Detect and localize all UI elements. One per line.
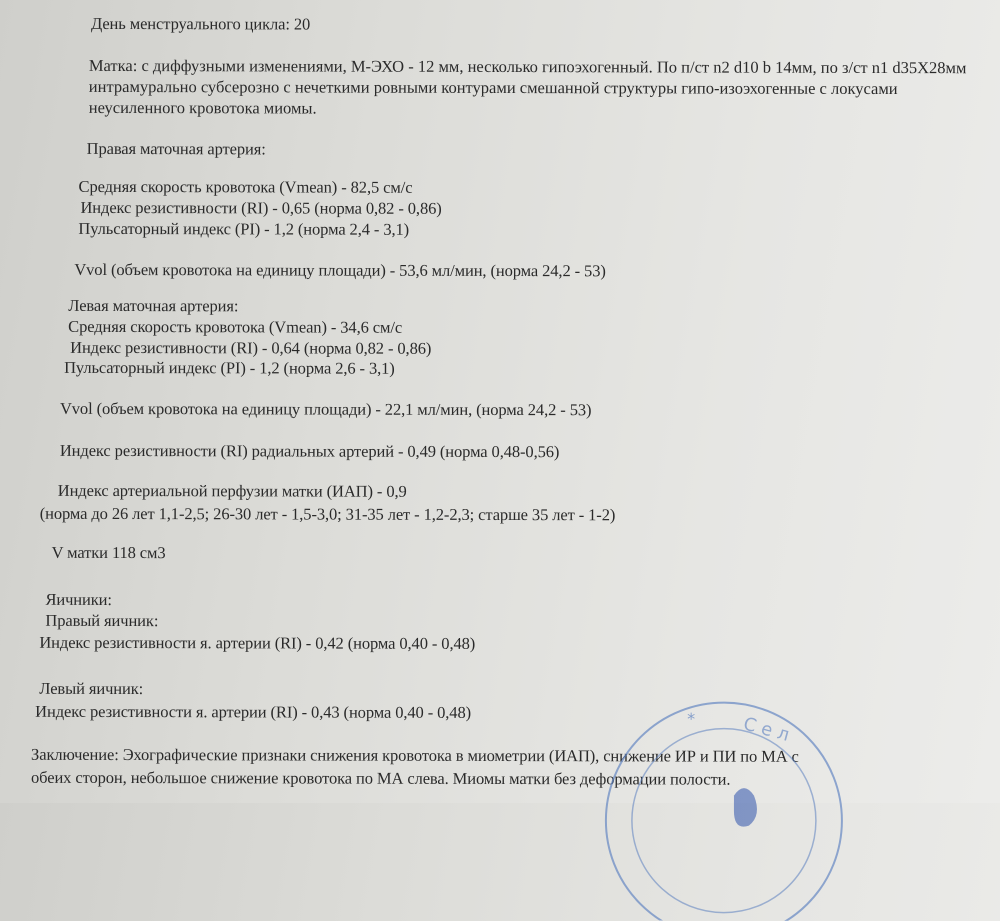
svg-text:С е л: С е л <box>741 713 792 746</box>
uterus-description: Матка: с диффузными изменениями, М-ЭХО - 12 мм, несколько гипоэхогенный. По п/ст n2 d10 b 14мм, по з/ст n1 d35X28мм интрамурально субсерозно с нечеткими ровными контурами смешанной структуры гипо-изоэхогенные с локусами неусиленного кровотока миомы. <box>88 55 967 118</box>
right-artery-vmean: Средняя скорость кровотока (Vmean) - 82,5 см/с <box>78 176 413 197</box>
left-artery-pi: Пульсаторный индекс (PI) - 1,2 (норма 2,6 - 3,1) <box>64 357 395 378</box>
iap-norm: (норма до 26 лет 1,1-2,5; 26-30 лет - 1,5-3,0; 31-35 лет - 1,2-2,3; старше 35 лет - 1-2) <box>39 503 616 525</box>
conclusion-line-1: Заключение: Эхографические признаки снижения кровотока в миометрии (ИАП), снижение ИР и ПИ по МА с <box>31 744 799 766</box>
ovaries-title: Яичники: <box>45 589 112 609</box>
left-artery-vmean: Средняя скорость кровотока (Vmean) - 34,6 см/с <box>68 316 403 337</box>
iap-value: Индекс артериальной перфузии матки (ИАП) - 0,9 <box>57 480 407 501</box>
left-ovary-ri: Индекс резистивности я. артерии (RI) - 0,43 (норма 0,40 - 0,48) <box>35 701 472 722</box>
left-artery-title: Левая маточная артерия: <box>68 295 239 316</box>
svg-text:*: * <box>687 709 696 729</box>
right-artery-ri: Индекс резистивности (RI) - 0,65 (норма 0,82 - 0,86) <box>80 197 442 218</box>
left-ovary-title: Левый яичник: <box>39 678 144 699</box>
right-ovary-title: Правый яичник: <box>45 610 159 631</box>
left-artery-ri: Индекс резистивности (RI) - 0,64 (норма 0,82 - 0,86) <box>70 337 432 358</box>
radial-ri: Индекс резистивности (RI) радиальных артерий - 0,49 (норма 0,48-0,56) <box>59 440 560 462</box>
uterus-volume: V матки 118 см3 <box>51 542 166 563</box>
conclusion-line-2: обеих сторон, небольшое снижение кровотока по МА слева. Миомы матки без деформации полости. <box>30 767 731 789</box>
stamp-seal <box>559 690 890 921</box>
right-artery-vvol: Vvol (объем кровотока на единицу площади) - 53,6 мл/мин, (норма 24,2 - 53) <box>74 259 606 281</box>
right-artery-title: Правая маточная артерия: <box>86 138 266 159</box>
left-artery-vvol: Vvol (объем кровотока на единицу площади) - 22,1 мл/мин, (норма 24,2 - 53) <box>59 398 592 420</box>
cycle-day: День менструального цикла: 20 <box>90 13 311 34</box>
right-artery-pi: Пульсаторный индекс (PI) - 1,2 (норма 2,4 - 3,1) <box>78 218 410 239</box>
right-ovary-ri: Индекс резистивности я. артерии (RI) - 0,42 (норма 0,40 - 0,48) <box>39 632 476 653</box>
